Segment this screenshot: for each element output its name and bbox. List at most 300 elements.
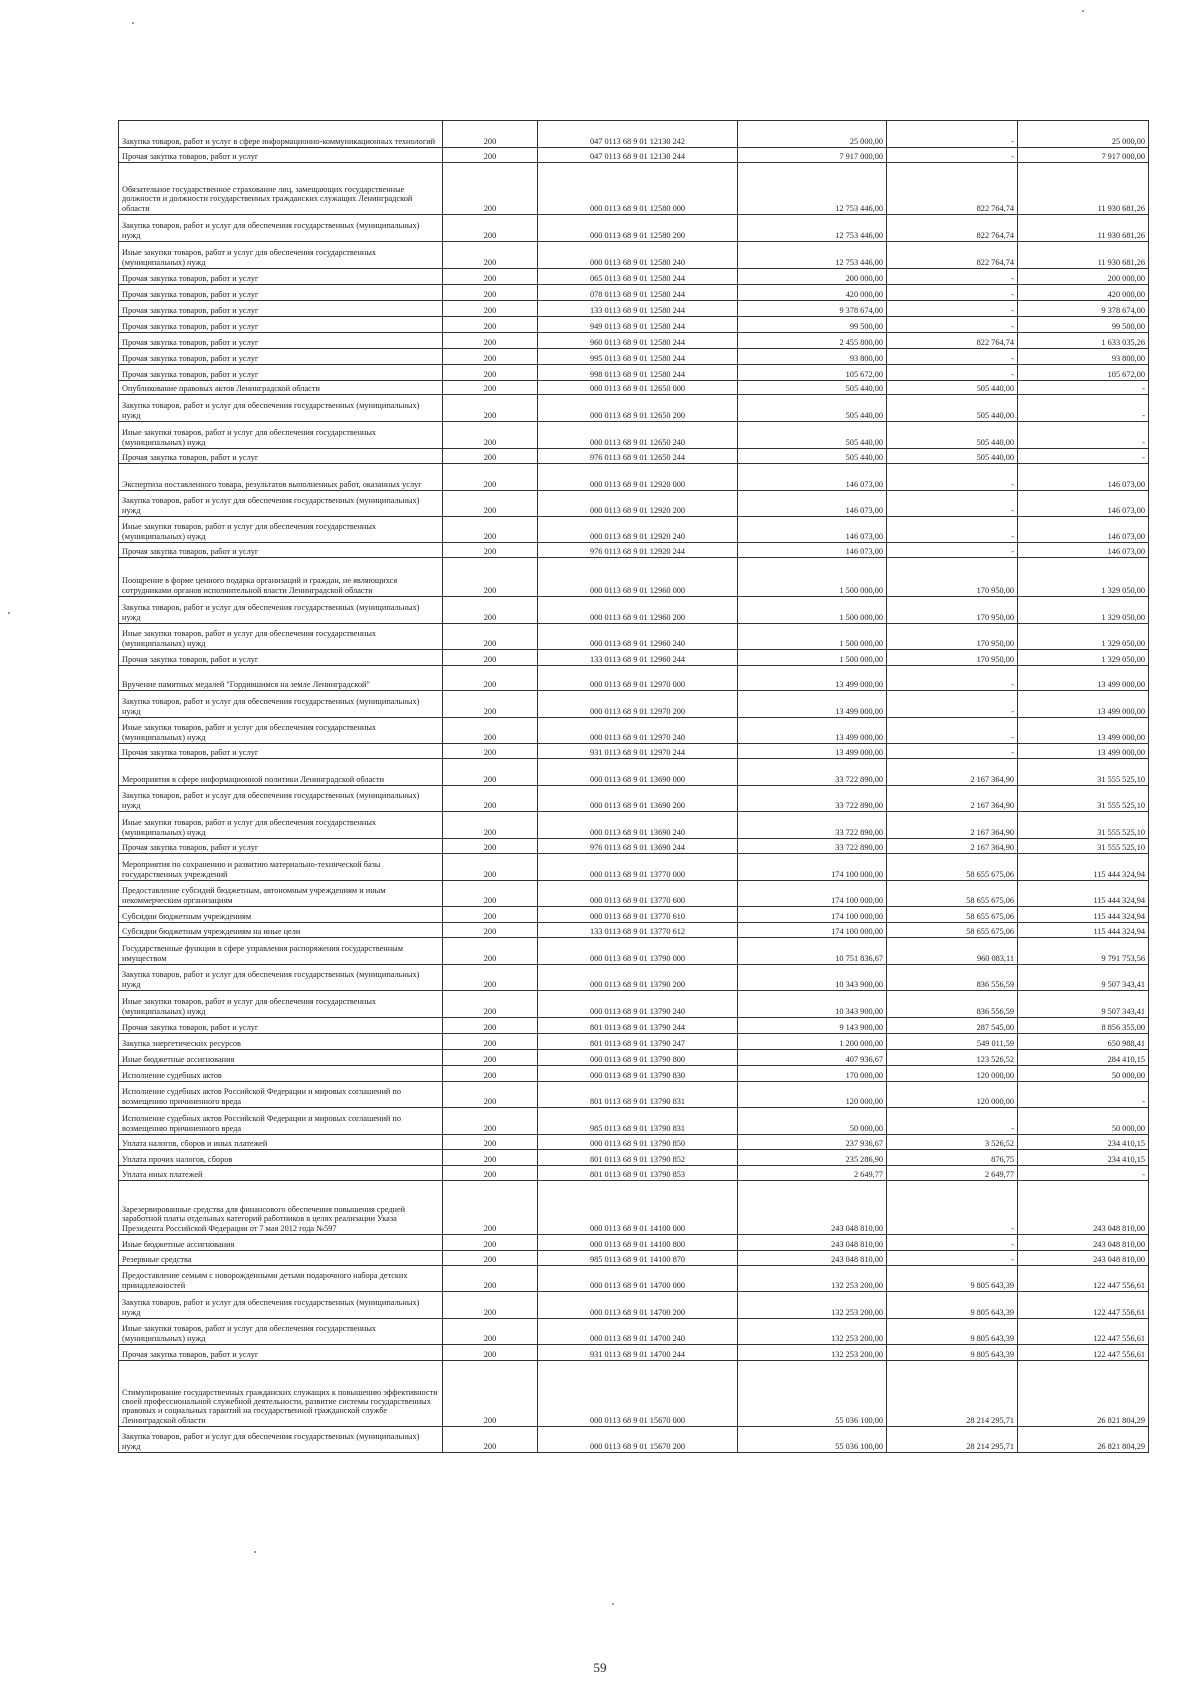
row-budget-classification-code: 000 0113 68 9 01 14100 000 <box>538 1181 738 1235</box>
row-name-cell: Закупка товаров, работ и услуг для обеспечения государственных (муниципальных) нужд <box>119 965 443 991</box>
row-unexecuted-amount: - <box>1018 1082 1149 1108</box>
row-code-cell: 200 <box>443 812 538 839</box>
row-executed-amount: 58 655 675,06 <box>887 923 1018 938</box>
row-budget-classification-code: 000 0113 68 9 01 13770 000 <box>538 854 738 881</box>
row-unexecuted-amount: 146 073,00 <box>1018 464 1149 491</box>
row-approved-amount: 7 917 000,00 <box>738 148 887 163</box>
table-row <box>119 1166 1149 1181</box>
row-budget-classification-code: 000 0113 68 9 01 15670 200 <box>538 1427 738 1453</box>
row-name-cell: Иные закупки товаров, работ и услуг для обеспечения государственных (муниципальных) нужд <box>119 1319 443 1345</box>
scan-speck <box>8 612 10 614</box>
table-row <box>119 1034 1149 1050</box>
row-name-cell: Мероприятия в сфере информационной политики Ленинградской области <box>119 759 443 786</box>
table-row <box>119 881 1149 907</box>
row-budget-classification-code: 995 0113 68 9 01 12580 244 <box>538 349 738 365</box>
row-code-cell: 200 <box>443 666 538 691</box>
row-name-cell: Исполнение судебных актов <box>119 1066 443 1082</box>
row-code-cell: 200 <box>443 381 538 395</box>
row-code-cell: 200 <box>443 1108 538 1135</box>
row-approved-amount: 13 499 000,00 <box>738 718 887 744</box>
row-executed-amount: 876,75 <box>887 1150 1018 1166</box>
row-approved-amount: 132 253 200,00 <box>738 1292 887 1319</box>
table-row <box>119 624 1149 650</box>
table-row <box>119 1292 1149 1319</box>
table-row <box>119 491 1149 517</box>
row-approved-amount: 1 200 000,00 <box>738 1034 887 1050</box>
row-name-cell: Прочая закупка товаров, работ и услуг <box>119 543 443 558</box>
row-name-cell: Поощрение в форме ценного подарка организаций и граждан, не являющихся сотрудниками органов исполнительной власти Ленинградской области <box>119 558 443 597</box>
row-budget-classification-code: 960 0113 68 9 01 12580 244 <box>538 333 738 349</box>
row-budget-classification-code: 000 0113 68 9 01 13770 600 <box>538 881 738 907</box>
row-code-cell: 200 <box>443 543 538 558</box>
table-row <box>119 1108 1149 1135</box>
row-name-cell: Экспертиза поставленного товара, результатов выполненных работ, оказанных услуг <box>119 464 443 491</box>
table-row <box>119 242 1149 269</box>
row-unexecuted-amount: 234 410,15 <box>1018 1150 1149 1166</box>
row-unexecuted-amount: 122 447 556,61 <box>1018 1292 1149 1319</box>
row-name-cell: Иные закупки товаров, работ и услуг для обеспечения государственных (муниципальных) нужд <box>119 991 443 1018</box>
table-row <box>119 938 1149 965</box>
table-row <box>119 1050 1149 1066</box>
row-approved-amount: 420 000,00 <box>738 285 887 301</box>
table-row <box>119 1361 1149 1427</box>
row-code-cell: 200 <box>443 517 538 543</box>
row-executed-amount: 822 764,74 <box>887 163 1018 215</box>
row-code-cell: 200 <box>443 1034 538 1050</box>
row-code-cell: 200 <box>443 317 538 333</box>
row-code-cell: 200 <box>443 854 538 881</box>
row-budget-classification-code: 133 0113 68 9 01 13770 612 <box>538 923 738 938</box>
row-approved-amount: 33 722 890,00 <box>738 786 887 812</box>
row-approved-amount: 1 500 000,00 <box>738 624 887 650</box>
row-name-cell: Закупка товаров, работ и услуг для обеспечения государственных (муниципальных) нужд <box>119 215 443 242</box>
row-unexecuted-amount: 1 633 035,26 <box>1018 333 1149 349</box>
row-name-cell: Закупка товаров, работ и услуг для обеспечения государственных (муниципальных) нужд <box>119 1427 443 1453</box>
table-row <box>119 1319 1149 1345</box>
row-unexecuted-amount: 26 821 804,29 <box>1018 1427 1149 1453</box>
row-unexecuted-amount: 650 988,41 <box>1018 1034 1149 1050</box>
row-executed-amount: 123 526,52 <box>887 1050 1018 1066</box>
table-row <box>119 558 1149 597</box>
row-approved-amount: 243 048 810,00 <box>738 1235 887 1251</box>
row-unexecuted-amount: - <box>1018 422 1149 449</box>
row-budget-classification-code: 801 0113 68 9 01 13790 853 <box>538 1166 738 1181</box>
row-unexecuted-amount: 115 444 324,94 <box>1018 854 1149 881</box>
row-code-cell: 200 <box>443 1166 538 1181</box>
row-approved-amount: 505 440,00 <box>738 449 887 464</box>
row-budget-classification-code: 976 0113 68 9 01 12650 244 <box>538 449 738 464</box>
row-name-cell: Зарезервированные средства для финансового обеспечения повышения средней заработной платы отдельных категорий работников в целях реализации Указа Президента Российской Федерации от 7 мая 2012 года №597 <box>119 1181 443 1235</box>
row-executed-amount: - <box>887 121 1018 148</box>
row-name-cell: Прочая закупка товаров, работ и услуг <box>119 148 443 163</box>
row-code-cell: 200 <box>443 148 538 163</box>
row-unexecuted-amount: 9 378 674,00 <box>1018 301 1149 317</box>
row-executed-amount: - <box>887 1108 1018 1135</box>
row-name-cell: Уплата налогов, сборов и иных платежей <box>119 1135 443 1150</box>
row-code-cell: 200 <box>443 650 538 666</box>
table-row <box>119 381 1149 395</box>
table-row <box>119 718 1149 744</box>
row-executed-amount: - <box>887 365 1018 381</box>
row-name-cell: Резервные средства <box>119 1251 443 1266</box>
row-unexecuted-amount: 122 447 556,61 <box>1018 1319 1149 1345</box>
row-unexecuted-amount: - <box>1018 449 1149 464</box>
row-unexecuted-amount: 9 791 753,56 <box>1018 938 1149 965</box>
row-unexecuted-amount: 9 507 343,41 <box>1018 965 1149 991</box>
row-budget-classification-code: 000 0113 68 9 01 13790 000 <box>538 938 738 965</box>
table-row <box>119 449 1149 464</box>
row-unexecuted-amount: 122 447 556,61 <box>1018 1345 1149 1361</box>
row-name-cell: Закупка товаров, работ и услуг для обеспечения государственных (муниципальных) нужд <box>119 491 443 517</box>
row-unexecuted-amount: 1 329 050,00 <box>1018 558 1149 597</box>
table-row <box>119 666 1149 691</box>
row-code-cell: 200 <box>443 923 538 938</box>
row-code-cell: 200 <box>443 1251 538 1266</box>
row-code-cell: 200 <box>443 597 538 624</box>
table-row <box>119 365 1149 381</box>
row-approved-amount: 146 073,00 <box>738 491 887 517</box>
row-name-cell: Иные закупки товаров, работ и услуг для обеспечения государственных (муниципальных) нужд <box>119 517 443 543</box>
row-name-cell: Прочая закупка товаров, работ и услуг <box>119 301 443 317</box>
table-row <box>119 269 1149 285</box>
table-row <box>119 148 1149 163</box>
row-budget-classification-code: 000 0113 68 9 01 13690 240 <box>538 812 738 839</box>
row-approved-amount: 50 000,00 <box>738 1108 887 1135</box>
row-executed-amount: 9 805 643,39 <box>887 1266 1018 1292</box>
row-code-cell: 200 <box>443 395 538 422</box>
row-code-cell: 200 <box>443 1135 538 1150</box>
table-row <box>119 786 1149 812</box>
row-unexecuted-amount: 115 444 324,94 <box>1018 907 1149 923</box>
row-executed-amount: 58 655 675,06 <box>887 881 1018 907</box>
row-name-cell: Закупка товаров, работ и услуг для обеспечения государственных (муниципальных) нужд <box>119 597 443 624</box>
row-executed-amount: - <box>887 1251 1018 1266</box>
row-name-cell: Прочая закупка товаров, работ и услуг <box>119 744 443 759</box>
row-executed-amount: - <box>887 285 1018 301</box>
row-code-cell: 200 <box>443 965 538 991</box>
row-code-cell: 200 <box>443 1292 538 1319</box>
row-unexecuted-amount: 420 000,00 <box>1018 285 1149 301</box>
row-executed-amount: 2 167 364,90 <box>887 759 1018 786</box>
row-budget-classification-code: 801 0113 68 9 01 13790 852 <box>538 1150 738 1166</box>
row-code-cell: 200 <box>443 691 538 718</box>
budget-execution-table <box>118 120 1149 1453</box>
scan-speck <box>254 1551 256 1553</box>
row-approved-amount: 146 073,00 <box>738 464 887 491</box>
row-code-cell: 200 <box>443 1018 538 1034</box>
row-executed-amount: 28 214 295,71 <box>887 1427 1018 1453</box>
row-name-cell: Иные закупки товаров, работ и услуг для обеспечения государственных (муниципальных) нужд <box>119 812 443 839</box>
row-approved-amount: 99 500,00 <box>738 317 887 333</box>
row-code-cell: 200 <box>443 1150 538 1166</box>
table-row <box>119 163 1149 215</box>
row-name-cell: Стимулирование государственных гражданских служащих к повышению эффективности своей профессиональной служебной деятельности, развитие системы государственных правовых и социальных гарантий на государственной гражданской службе Ленинградской области <box>119 1361 443 1427</box>
row-executed-amount: 58 655 675,06 <box>887 854 1018 881</box>
row-budget-classification-code: 976 0113 68 9 01 12920 244 <box>538 543 738 558</box>
row-unexecuted-amount: 146 073,00 <box>1018 543 1149 558</box>
row-budget-classification-code: 000 0113 68 9 01 12650 000 <box>538 381 738 395</box>
row-code-cell: 200 <box>443 1082 538 1108</box>
row-executed-amount: - <box>887 491 1018 517</box>
table-row <box>119 1235 1149 1251</box>
row-executed-amount: 170 950,00 <box>887 558 1018 597</box>
row-executed-amount: - <box>887 349 1018 365</box>
row-executed-amount: - <box>887 666 1018 691</box>
row-code-cell: 200 <box>443 718 538 744</box>
row-approved-amount: 10 343 900,00 <box>738 965 887 991</box>
row-unexecuted-amount: - <box>1018 1166 1149 1181</box>
budget-report-table-container <box>118 120 1148 1453</box>
table-row <box>119 1082 1149 1108</box>
row-code-cell: 200 <box>443 349 538 365</box>
row-executed-amount: 28 214 295,71 <box>887 1361 1018 1427</box>
row-budget-classification-code: 000 0113 68 9 01 12580 240 <box>538 242 738 269</box>
row-unexecuted-amount: 1 329 050,00 <box>1018 624 1149 650</box>
table-row <box>119 1018 1149 1034</box>
row-executed-amount: 170 950,00 <box>887 624 1018 650</box>
row-budget-classification-code: 000 0113 68 9 01 13790 830 <box>538 1066 738 1082</box>
row-code-cell: 200 <box>443 881 538 907</box>
row-code-cell: 200 <box>443 938 538 965</box>
row-unexecuted-amount: 13 499 000,00 <box>1018 666 1149 691</box>
row-budget-classification-code: 078 0113 68 9 01 12580 244 <box>538 285 738 301</box>
row-name-cell: Закупка энергетических ресурсов <box>119 1034 443 1050</box>
row-approved-amount: 12 753 446,00 <box>738 242 887 269</box>
row-approved-amount: 2 455 800,00 <box>738 333 887 349</box>
row-name-cell: Иные бюджетные ассигнования <box>119 1235 443 1251</box>
table-row <box>119 285 1149 301</box>
row-code-cell: 200 <box>443 449 538 464</box>
row-budget-classification-code: 133 0113 68 9 01 12580 244 <box>538 301 738 317</box>
row-unexecuted-amount: 13 499 000,00 <box>1018 744 1149 759</box>
row-budget-classification-code: 000 0113 68 9 01 12580 000 <box>538 163 738 215</box>
row-unexecuted-amount: 31 555 525,10 <box>1018 839 1149 854</box>
row-budget-classification-code: 000 0113 68 9 01 14700 200 <box>538 1292 738 1319</box>
row-approved-amount: 200 000,00 <box>738 269 887 285</box>
row-executed-amount: 505 440,00 <box>887 422 1018 449</box>
row-approved-amount: 33 722 890,00 <box>738 759 887 786</box>
row-executed-amount: 822 764,74 <box>887 215 1018 242</box>
table-row <box>119 317 1149 333</box>
table-row <box>119 812 1149 839</box>
row-approved-amount: 132 253 200,00 <box>738 1345 887 1361</box>
row-name-cell: Иные закупки товаров, работ и услуг для обеспечения государственных (муниципальных) нужд <box>119 718 443 744</box>
row-budget-classification-code: 000 0113 68 9 01 12960 000 <box>538 558 738 597</box>
row-unexecuted-amount: 8 856 355,00 <box>1018 1018 1149 1034</box>
row-code-cell: 200 <box>443 1345 538 1361</box>
row-budget-classification-code: 985 0113 68 9 01 14100 870 <box>538 1251 738 1266</box>
row-budget-classification-code: 000 0113 68 9 01 12650 200 <box>538 395 738 422</box>
row-approved-amount: 505 440,00 <box>738 395 887 422</box>
row-executed-amount: 287 545,00 <box>887 1018 1018 1034</box>
row-unexecuted-amount: 243 048 810,00 <box>1018 1181 1149 1235</box>
row-budget-classification-code: 801 0113 68 9 01 13790 247 <box>538 1034 738 1050</box>
row-name-cell: Исполнение судебных актов Российской Федерации и мировых соглашений по возмещению причиненного вреда <box>119 1108 443 1135</box>
row-executed-amount: 2 167 364,90 <box>887 812 1018 839</box>
scan-speck <box>1082 10 1084 12</box>
scan-speck <box>612 1603 614 1605</box>
row-executed-amount: - <box>887 301 1018 317</box>
row-unexecuted-amount: 11 930 681,26 <box>1018 215 1149 242</box>
row-approved-amount: 1 500 000,00 <box>738 650 887 666</box>
row-unexecuted-amount: 284 410,15 <box>1018 1050 1149 1066</box>
row-executed-amount: - <box>887 517 1018 543</box>
row-approved-amount: 120 000,00 <box>738 1082 887 1108</box>
row-budget-classification-code: 000 0113 68 9 01 12920 200 <box>538 491 738 517</box>
row-budget-classification-code: 000 0113 68 9 01 13790 240 <box>538 991 738 1018</box>
row-budget-classification-code: 000 0113 68 9 01 14700 000 <box>538 1266 738 1292</box>
row-name-cell: Закупка товаров, работ и услуг для обеспечения государственных (муниципальных) нужд <box>119 395 443 422</box>
row-code-cell: 200 <box>443 301 538 317</box>
row-budget-classification-code: 000 0113 68 9 01 12960 200 <box>538 597 738 624</box>
row-unexecuted-amount: 1 329 050,00 <box>1018 597 1149 624</box>
row-name-cell: Уплата прочих налогов, сборов <box>119 1150 443 1166</box>
row-unexecuted-amount: 243 048 810,00 <box>1018 1251 1149 1266</box>
row-approved-amount: 13 499 000,00 <box>738 744 887 759</box>
table-row <box>119 1251 1149 1266</box>
row-approved-amount: 25 000,00 <box>738 121 887 148</box>
row-code-cell: 200 <box>443 1235 538 1251</box>
row-budget-classification-code: 065 0113 68 9 01 12580 244 <box>538 269 738 285</box>
row-budget-classification-code: 000 0113 68 9 01 12920 000 <box>538 464 738 491</box>
table-row <box>119 650 1149 666</box>
table-row <box>119 691 1149 718</box>
row-executed-amount: 505 440,00 <box>887 395 1018 422</box>
row-name-cell: Государственные функции в сфере управления распоряжения государственным имуществом <box>119 938 443 965</box>
row-executed-amount: - <box>887 744 1018 759</box>
table-row <box>119 744 1149 759</box>
row-code-cell: 200 <box>443 242 538 269</box>
row-code-cell: 200 <box>443 269 538 285</box>
row-unexecuted-amount: 7 917 000,00 <box>1018 148 1149 163</box>
row-unexecuted-amount: 146 073,00 <box>1018 517 1149 543</box>
row-executed-amount: - <box>887 718 1018 744</box>
row-budget-classification-code: 000 0113 68 9 01 14100 800 <box>538 1235 738 1251</box>
row-executed-amount: - <box>887 464 1018 491</box>
row-name-cell: Субсидии бюджетным учреждениям на иные цели <box>119 923 443 938</box>
row-unexecuted-amount: 13 499 000,00 <box>1018 718 1149 744</box>
row-budget-classification-code: 000 0113 68 9 01 13690 200 <box>538 786 738 812</box>
row-budget-classification-code: 000 0113 68 9 01 12580 200 <box>538 215 738 242</box>
row-unexecuted-amount: 11 930 681,26 <box>1018 163 1149 215</box>
row-approved-amount: 146 073,00 <box>738 543 887 558</box>
row-unexecuted-amount: 99 500,00 <box>1018 317 1149 333</box>
row-name-cell: Закупка товаров, работ и услуг для обеспечения государственных (муниципальных) нужд <box>119 786 443 812</box>
row-code-cell: 200 <box>443 1181 538 1235</box>
row-code-cell: 200 <box>443 464 538 491</box>
row-name-cell: Прочая закупка товаров, работ и услуг <box>119 1345 443 1361</box>
row-code-cell: 200 <box>443 1266 538 1292</box>
table-body <box>119 121 1149 1453</box>
table-row <box>119 839 1149 854</box>
row-approved-amount: 174 100 000,00 <box>738 854 887 881</box>
row-code-cell: 200 <box>443 121 538 148</box>
row-code-cell: 200 <box>443 1066 538 1082</box>
row-approved-amount: 12 753 446,00 <box>738 163 887 215</box>
row-approved-amount: 13 499 000,00 <box>738 666 887 691</box>
row-budget-classification-code: 931 0113 68 9 01 14700 244 <box>538 1345 738 1361</box>
row-name-cell: Закупка товаров, работ и услуг в сфере информационно-коммуникационных технологий <box>119 121 443 148</box>
row-executed-amount: 9 805 643,39 <box>887 1292 1018 1319</box>
row-approved-amount: 505 440,00 <box>738 381 887 395</box>
row-name-cell: Прочая закупка товаров, работ и услуг <box>119 269 443 285</box>
row-name-cell: Прочая закупка товаров, работ и услуг <box>119 1018 443 1034</box>
row-code-cell: 200 <box>443 1427 538 1453</box>
table-row <box>119 121 1149 148</box>
row-unexecuted-amount: 11 930 681,26 <box>1018 242 1149 269</box>
table-row <box>119 517 1149 543</box>
row-budget-classification-code: 000 0113 68 9 01 12970 240 <box>538 718 738 744</box>
row-approved-amount: 1 500 000,00 <box>738 597 887 624</box>
row-approved-amount: 407 936,67 <box>738 1050 887 1066</box>
row-approved-amount: 235 286,90 <box>738 1150 887 1166</box>
row-unexecuted-amount: 26 821 804,29 <box>1018 1361 1149 1427</box>
row-code-cell: 200 <box>443 285 538 301</box>
row-name-cell: Прочая закупка товаров, работ и услуг <box>119 333 443 349</box>
table-row <box>119 301 1149 317</box>
row-code-cell: 200 <box>443 907 538 923</box>
row-unexecuted-amount: 200 000,00 <box>1018 269 1149 285</box>
row-executed-amount: 549 011,59 <box>887 1034 1018 1050</box>
table-row <box>119 1135 1149 1150</box>
scan-speck <box>132 22 134 24</box>
row-approved-amount: 132 253 200,00 <box>738 1319 887 1345</box>
row-unexecuted-amount: - <box>1018 381 1149 395</box>
row-budget-classification-code: 801 0113 68 9 01 13790 831 <box>538 1082 738 1108</box>
row-executed-amount: 505 440,00 <box>887 449 1018 464</box>
row-code-cell: 200 <box>443 624 538 650</box>
row-executed-amount: 2 167 364,90 <box>887 839 1018 854</box>
row-name-cell: Иные закупки товаров, работ и услуг для обеспечения государственных (муниципальных) нужд <box>119 242 443 269</box>
row-executed-amount: - <box>887 543 1018 558</box>
row-budget-classification-code: 000 0113 68 9 01 12970 200 <box>538 691 738 718</box>
table-row <box>119 991 1149 1018</box>
row-unexecuted-amount: 50 000,00 <box>1018 1066 1149 1082</box>
row-unexecuted-amount: 146 073,00 <box>1018 491 1149 517</box>
row-executed-amount: 170 950,00 <box>887 650 1018 666</box>
row-name-cell: Закупка товаров, работ и услуг для обеспечения государственных (муниципальных) нужд <box>119 1292 443 1319</box>
row-code-cell: 200 <box>443 839 538 854</box>
row-unexecuted-amount: 25 000,00 <box>1018 121 1149 148</box>
table-row <box>119 923 1149 938</box>
table-row <box>119 1181 1149 1235</box>
row-approved-amount: 174 100 000,00 <box>738 881 887 907</box>
row-budget-classification-code: 000 0113 68 9 01 12920 240 <box>538 517 738 543</box>
row-approved-amount: 243 048 810,00 <box>738 1251 887 1266</box>
row-approved-amount: 33 722 890,00 <box>738 839 887 854</box>
row-budget-classification-code: 000 0113 68 9 01 13690 000 <box>538 759 738 786</box>
row-unexecuted-amount: 31 555 525,10 <box>1018 759 1149 786</box>
row-budget-classification-code: 133 0113 68 9 01 12960 244 <box>538 650 738 666</box>
row-budget-classification-code: 998 0113 68 9 01 12580 244 <box>538 365 738 381</box>
row-executed-amount: 120 000,00 <box>887 1066 1018 1082</box>
row-approved-amount: 174 100 000,00 <box>738 923 887 938</box>
row-name-cell: Предоставление субсидий бюджетным, автономным учреждениям и иным некоммерческим организациям <box>119 881 443 907</box>
row-executed-amount: - <box>887 269 1018 285</box>
row-unexecuted-amount: 105 672,00 <box>1018 365 1149 381</box>
row-unexecuted-amount: 31 555 525,10 <box>1018 812 1149 839</box>
row-approved-amount: 105 672,00 <box>738 365 887 381</box>
table-row <box>119 854 1149 881</box>
row-executed-amount: 836 556,59 <box>887 991 1018 1018</box>
row-name-cell: Мероприятия по сохранению и развитию материально-технической базы государственных учреждений <box>119 854 443 881</box>
row-unexecuted-amount: 31 555 525,10 <box>1018 786 1149 812</box>
table-row <box>119 1266 1149 1292</box>
row-approved-amount: 237 936,67 <box>738 1135 887 1150</box>
row-name-cell: Прочая закупка товаров, работ и услуг <box>119 839 443 854</box>
row-budget-classification-code: 000 0113 68 9 01 12650 240 <box>538 422 738 449</box>
row-name-cell: Исполнение судебных актов Российской Федерации и мировых соглашений по возмещению причиненного вреда <box>119 1082 443 1108</box>
